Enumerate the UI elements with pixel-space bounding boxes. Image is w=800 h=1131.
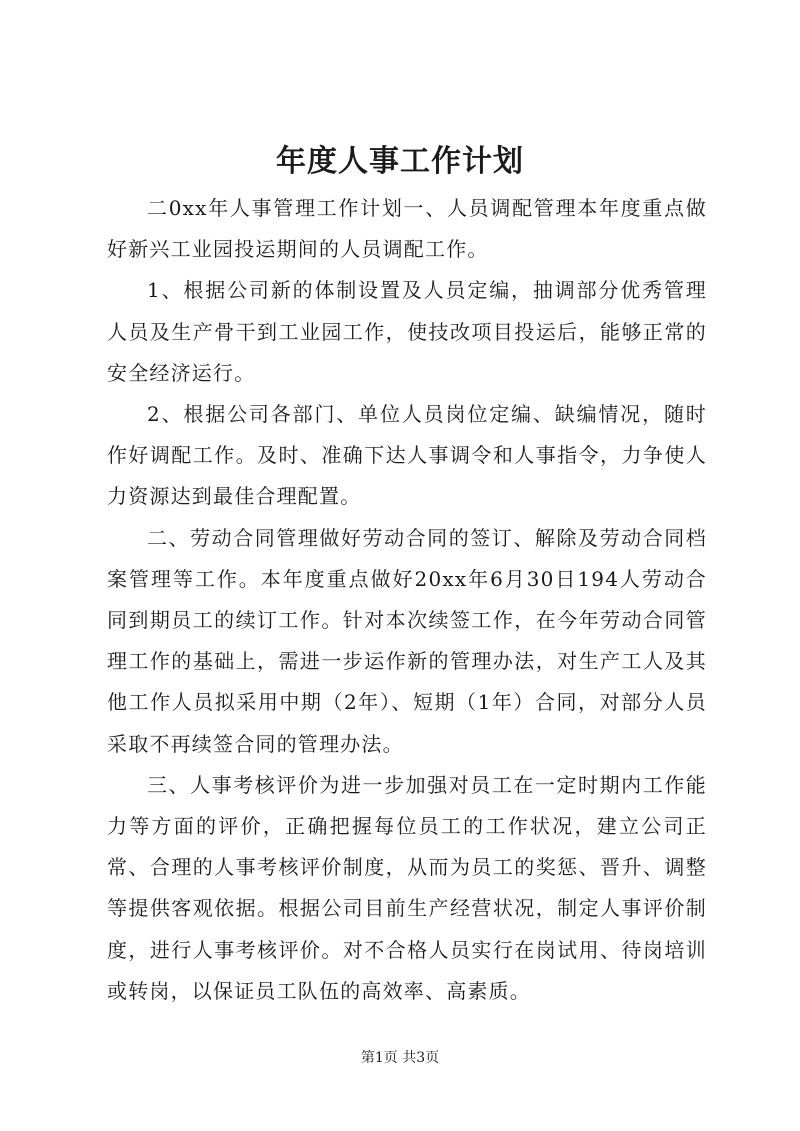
paragraph-item-2: 2、根据公司各部门、单位人员岗位定编、缺编情况，随时作好调配工作。及时、准确下达人事调令和人事指令，力争使人力资源达到最佳合理配置。	[107, 402, 707, 509]
page-number-footer: 第1页 共3页	[360, 1050, 440, 1066]
paragraph-labor-contract: 二、劳动合同管理做好劳动合同的签订、解除及劳动合同档案管理等工作。本年度重点做好20xx年6月30日194人劳动合同到期员工的续订工作。针对本次续签工作，在今年劳动合同管理工作的基础上，需进一步运作新的管理办法，对生产工人及其他工作人员拟采用中期（2年）、短期（1年）合同，对部分人员采取不再续签合同的管理办法。	[107, 525, 707, 756]
paragraph-item-1: 1、根据公司新的体制设置及人员定编，抽调部分优秀管理人员及生产骨干到工业园工作，使技改项目投运后，能够正常的安全经济运行。	[107, 278, 707, 385]
paragraph-personnel-assessment: 三、人事考核评价为进一步加强对员工在一定时期内工作能力等方面的评价，正确把握每位员工的工作状况，建立公司正常、合理的人事考核评价制度，从而为员工的奖惩、晋升、调整等提供客观依据。根据公司目前生产经营状况，制定人事评价制度，进行人事考核评价。对不合格人员实行在岗试用、待岗培训或转岗，以保证员工队伍的高效率、高素质。	[107, 772, 707, 1003]
paragraph-personnel-allocation: 二0xx年人事管理工作计划一、人员调配管理本年度重点做好新兴工业园投运期间的人员调配工作。	[107, 196, 707, 262]
document-title: 年度人事工作计划	[276, 144, 524, 179]
document-body	[107, 188, 707, 1012]
